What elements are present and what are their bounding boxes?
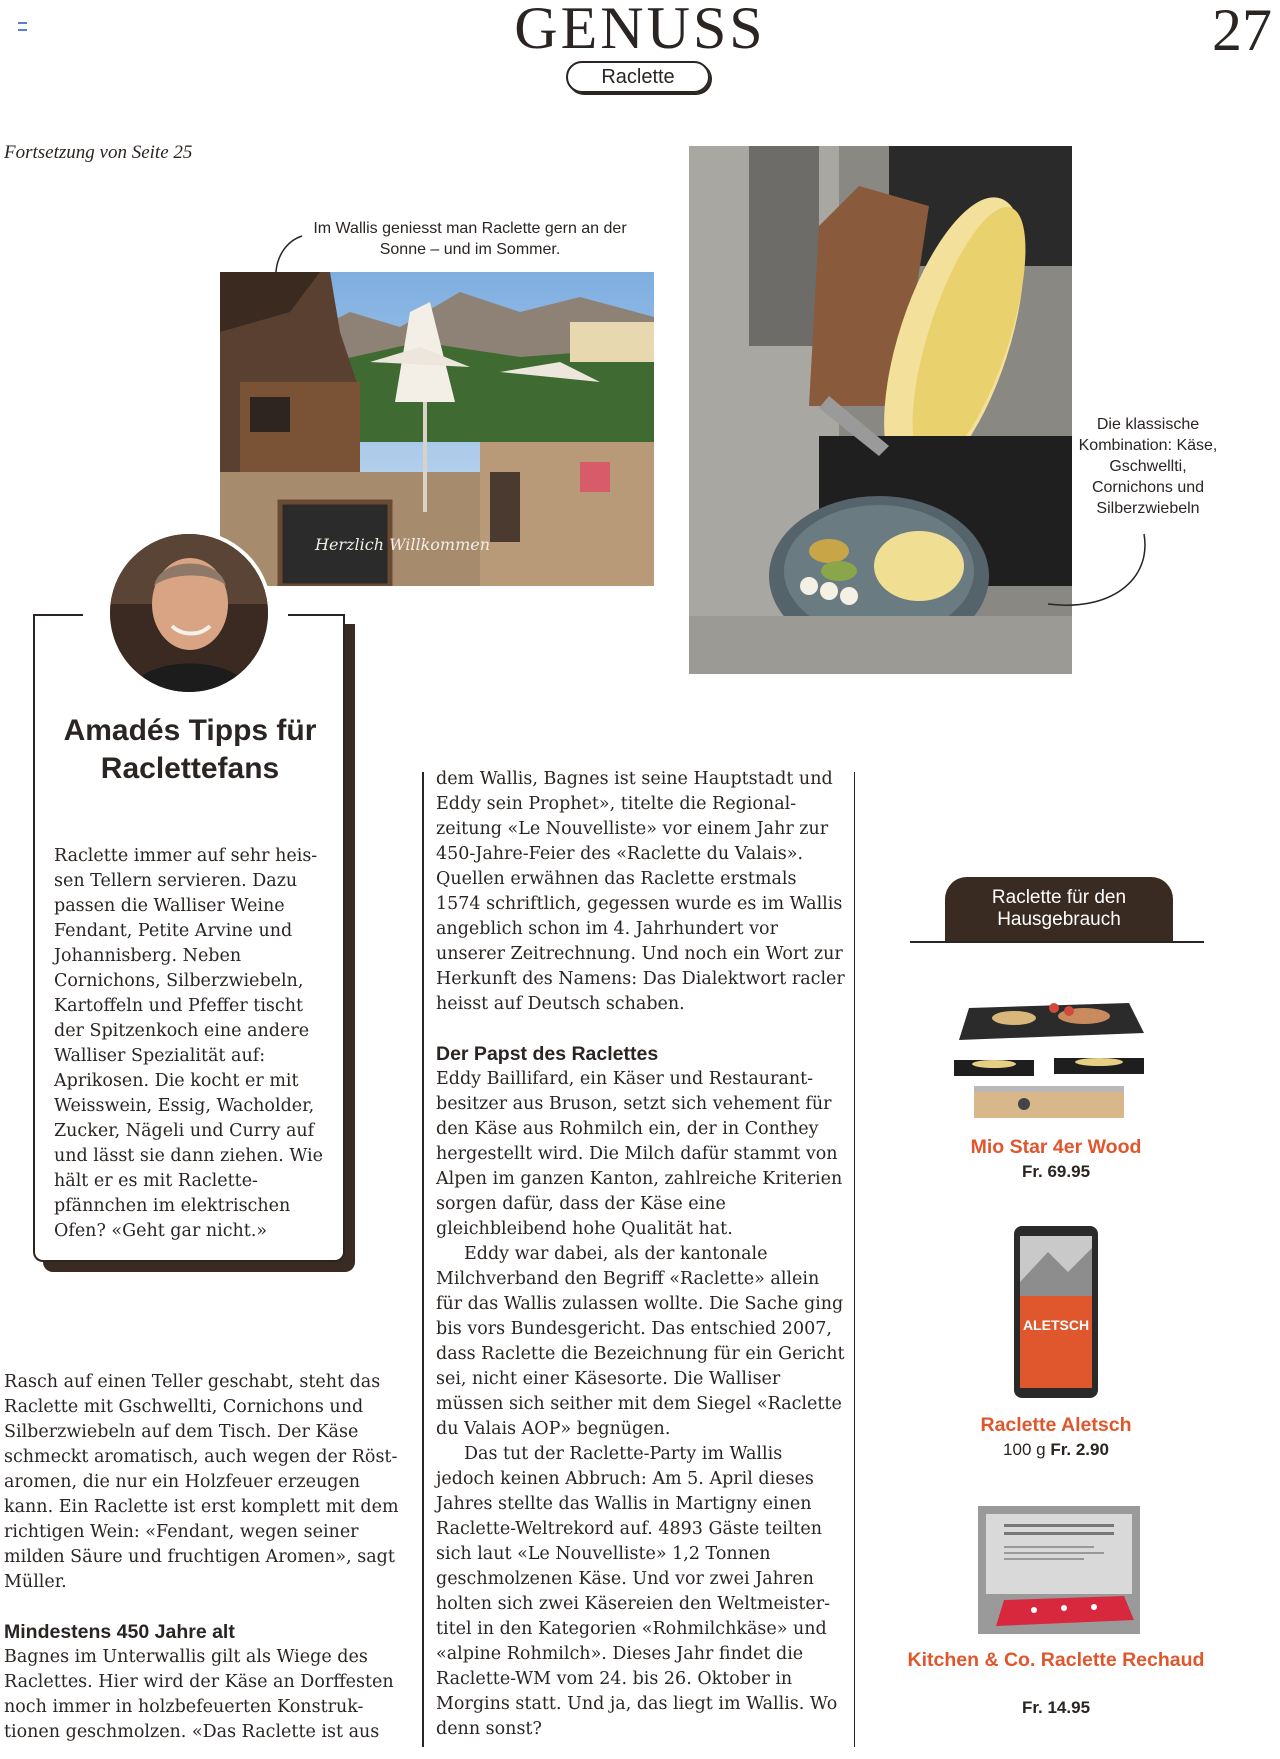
subhead-papst: Der Papst des Raclettes [436, 1043, 659, 1065]
raclette-grill-image [944, 978, 1166, 1128]
rechaud-product-image [974, 1500, 1144, 1642]
product-name: Kitchen & Co. Raclette Rechaud [907, 1649, 1205, 1671]
page-number: 27 [1212, 0, 1272, 63]
article-paragraph-nouvelliste: dem Wallis, Bagnes ist seine Hauptstadt und Eddy sein Prophet», titelte die Regional-zeitung «Le Nouvelliste» vor einem Jahr zur 450-Jahre-Feier des «Raclette du Valais». Quellen erwähnen das Raclette erstmals 1574 schriftlich, gegessen wurde es im Wallis angeblich schon im 4. Jahrhundert vor unserer Zeitrechnung. Und noch ein Wort zur Herkunft des Namens: Das Dialektwort racler heisst auf Deutsch schaben. [436, 769, 845, 1014]
column-divider [422, 772, 424, 1747]
product-name: Raclette Aletsch [980, 1414, 1132, 1436]
terrace-photo [220, 272, 654, 586]
article-paragraph-bagnes: Bagnes im Unterwallis gilt als Wiege des Raclettes. Hier wird der Käse an Dorffesten noch immer in holzbefeuerten Konstruk-tionen geschmolzen. «Das Raclette ist aus [4, 1647, 394, 1742]
article-intro-paragraph: Rasch auf einen Teller geschabt, steht das Raclette mit Gschwellti, Cornichons und Silberzwiebeln auf dem Tisch. Der Käse schmeckt aromatisch, auch wegen der Röst-aromen, die nur ein Holzfeuer erzeugen kann. Ein Raclette ist erst komplett mit dem richtigen Wein: «Fendant, wegen seiner milden Säure und fruchtigen Aromen», sagt Müller. [4, 1372, 399, 1592]
aletsch-cheese-package-image [1008, 1222, 1104, 1402]
products-divider [910, 941, 1204, 943]
article-paragraph-baillifard: Eddy Baillifard, ein Käser und Restaurant-besitzer aus Bruson, setzt sich vehement für den Käse aus Rohmilch ein, der in Conthey hergestellt wird. Die Milch dafür stammt von Alpen im ganzen Kanton, zahlreiche Kriterien sorgen dafür, dass der Käse eine gleichbleibend hohe Qualität hat. [436, 1069, 843, 1239]
chef-avatar [106, 530, 272, 696]
section-title: GENUSS [514, 0, 766, 61]
topic-pill: Raclette [566, 61, 710, 93]
raclette-scraping-photo [689, 146, 1072, 674]
welcome-sign-text: Herzlich Willkommen [315, 535, 491, 554]
subhead-450-years: Mindestens 450 Jahre alt [4, 1621, 235, 1643]
products-heading: Raclette für den Hausgebrauch [945, 877, 1173, 941]
tips-box-top-border [288, 614, 345, 616]
tips-box-top-border [33, 614, 83, 616]
article-paragraph-court: Eddy war dabei, als der kantonale Milchverband den Begriff «Raclette» allein für das Wallis zulassen wollte. Die Sache ging bis vors Bundesgericht. Das entschied 2007, dass Raclette die Bezeichnung für ein Gericht sei, nicht einer Käsesorte. Die Walliser müssen sich seither mit dem Siegel «Raclette du Valais AOP» begnügen. [436, 1244, 845, 1439]
caption-classic-combination: Die klassische Kombination: Käse, Gschwellti, Cornichons und Silberzwiebeln [1078, 416, 1218, 517]
continuation-note: Fortsetzung von Seite 25 [4, 142, 193, 163]
tips-text: Raclette immer auf sehr heis-sen Tellern servieren. Dazu passen die Walliser Weine Fendant, Petite Arvine und Johannisberg. Neben Cornichons, Silberzwiebeln, Kartoffeln und Pfeffer tischt der Spitzenkoch eine andere Walliser Spezialität auf: Aprikosen. Die kocht er mit Weisswein, Essig, Wacholder, Zucker, Nägeli und Curry auf und lässt sie dann ziehen. Wie hält er es mit Raclette-pfännchen im elektrischen Ofen? «Geht gar nicht.» [54, 846, 323, 1241]
tips-title: Amadés Tipps für Raclettefans [63, 714, 317, 785]
product-price: 100 g Fr. 2.90 [1003, 1440, 1109, 1459]
product-price: Fr. 14.95 [1021, 1698, 1091, 1717]
caption-terrace: Im Wallis geniesst man Raclette gern an der Sonne – und im Sommer. [313, 220, 627, 258]
column-divider [854, 772, 855, 1747]
product-name: Mio Star 4er Wood [970, 1136, 1142, 1158]
product-price: Fr. 69.95 [1021, 1162, 1091, 1181]
caption-pointer-combination [1040, 530, 1150, 612]
article-paragraph-record: Das tut der Raclette-Party im Wallis jedoch keinen Abbruch: Am 5. April dieses Jahres stellte das Wallis in Martigny einen Raclette-Weltrekord auf. 4893 Gäste teilten sich laut «Le Nouvelliste» 1,2 Tonnen geschmolzenen Käse. Und vor zwei Jahren holten sich zwei Käsereien den Weltmeister-titel in den Kategorien «Rohmilchkäse» und «alpine Rohmilch». Dieses Jahr findet die Raclette-WM vom 24. bis 26. Oktober in Morgins statt. Und ja, das liegt im Wallis. Wo denn sonst? [436, 1444, 838, 1739]
package-label: ALETSCH [1022, 1317, 1090, 1333]
